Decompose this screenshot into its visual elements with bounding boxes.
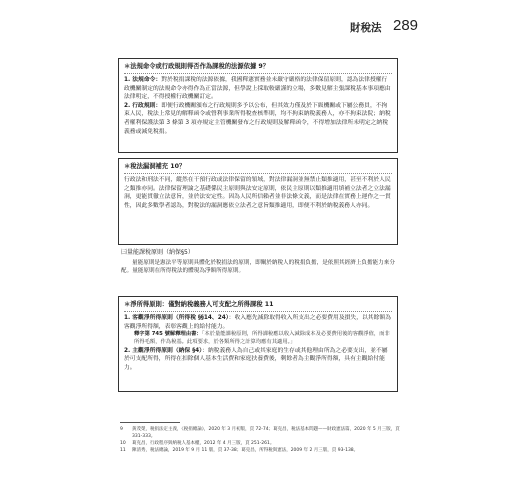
footnote-text: 黃茂榮，稅捐法定主義，《稅捐總論》，2020 年 3 月初版，頁 72-74；葛克昌，稅法基本問題——財政憲法篇，2020 年 5 月三版，頁 331-333。 bbox=[132, 427, 400, 439]
item-text: ：收入應先減除取得收入所支出之必要費用及損失，以其餘額為客觀淨所得額，表彰客觀上的給付能力。 bbox=[124, 315, 391, 330]
list-item bbox=[124, 102, 392, 136]
section-heading: ㈢量能課稅原則（納保§5） bbox=[121, 249, 194, 256]
footnote-divider bbox=[120, 422, 180, 423]
footnote-text: 陳清秀，稅法總論，2019 年 9 月 11 版，頁 37-38；葛克昌，所得稅與憲法，2009 年 2 月三版，頁 93-138。 bbox=[132, 448, 359, 453]
quote-label: 釋字第 745 號解釋理由書： bbox=[134, 331, 202, 338]
section-body: 量能原則是憲法平等原則具體化於稅捐法的原則，即闡於納稅人的稅捐負擔，是依照其經濟上負擔能力來分配。量能原則在所得稅法的體現為淨額所得原則。 bbox=[121, 260, 395, 275]
quote-text: 「本於量能課稅原則，所得課稅應以收入減除成本及必要費用後的客觀淨值，而非所得毛額，作為稅基。此項要求，於各類所得之計算均應有其適用。」 bbox=[134, 331, 390, 345]
item-text: 對於稅捐課稅的法源依據，我國釋憲實務並未嚴守嚴格的法律保留原則，認為法律授權行政機關制定的法規命令亦得作為正當法源，但學說上採取較嚴謹的立場，多數見解主張課稅基本事項應由法律明定，不得授權行政機關訂定。 bbox=[124, 77, 391, 101]
sidebar-box-legal-basis bbox=[118, 58, 398, 153]
list-item bbox=[124, 76, 392, 102]
running-title: 財稅法 bbox=[350, 22, 382, 34]
box-heading: ＊淨所得原則：僅對納稅義務人可支配之所得課稅 11 bbox=[124, 300, 392, 312]
item-label: 2. 行政規則： bbox=[124, 102, 162, 109]
sidebar-box-loophole bbox=[118, 158, 398, 245]
footnote bbox=[120, 426, 404, 440]
box-heading: ＊法規命令或行政規則得否作為課稅的法源依據 9？ bbox=[124, 62, 392, 74]
page-number: 289 bbox=[393, 17, 419, 34]
box-heading: ＊稅法漏洞補充 10？ bbox=[124, 162, 392, 174]
footnote-number: 9 bbox=[120, 427, 123, 432]
page-header bbox=[0, 19, 520, 35]
footnotes bbox=[120, 426, 404, 454]
sidebar-box-net-income bbox=[118, 296, 398, 392]
footnote-text: 葛克昌，行政程序與納稅人基本權，2012 年 4 月三版，頁 251-261。 bbox=[132, 441, 275, 446]
list-item bbox=[124, 347, 392, 373]
footnote-number: 11 bbox=[120, 448, 126, 453]
interpretation-quote bbox=[124, 331, 392, 347]
item-label: 1. 法規命令： bbox=[124, 77, 162, 83]
item-label: 1. 客觀淨所得原則（所得稅 §§14、24） bbox=[124, 315, 229, 321]
item-text: ：納稅義務人為自己或其家庭的生存或其他理由所為之必要支出，並不屬於可支配所得，所得在扣除個人基本生活費和家庭扶養費後，剩餘者為主觀淨所得額，具有主觀給付能力。 bbox=[124, 347, 388, 371]
footnote bbox=[120, 440, 404, 447]
item-label: 2. 主觀淨所得原則（納保 §4） bbox=[124, 347, 203, 354]
item-text: 即便行政機關頒布之行政規則多予以公布，但其效力僅及於下級機關或下屬公務員，不拘束人民，稅法上常見的解釋函令或營利事業所得稅查核準則，均不拘束納稅義務人，亦不拘束法院；納稅者權利保護法第 3 條第 3 項亦規定主管機關發布之行政規則及解釋函令，不得增加法律所未明定之納稅義務或減免稅捐。 bbox=[124, 102, 391, 135]
footnote bbox=[120, 447, 404, 454]
list-item bbox=[124, 314, 392, 331]
box-paragraph: 行政法和刑法不同，縱然在干預行政或法律保留的領域，對法律漏洞並無禁止類推適用，甚至不利於人民之類推亦同。法律保留理論之基礎係民主原則與法安定原則，依民主原則以類推適用填補立法者之立法漏洞，更能貫徹立法意旨，並於法安定性。因為人民所信賴者並非法條文義，而是法律在實務上運作之一貫性，因此多數學者認為，對稅法的漏洞應依立法者之意旨類推適用，即便不利於納稅義務人亦同。 bbox=[124, 177, 391, 209]
footnote-number: 10 bbox=[120, 441, 126, 446]
